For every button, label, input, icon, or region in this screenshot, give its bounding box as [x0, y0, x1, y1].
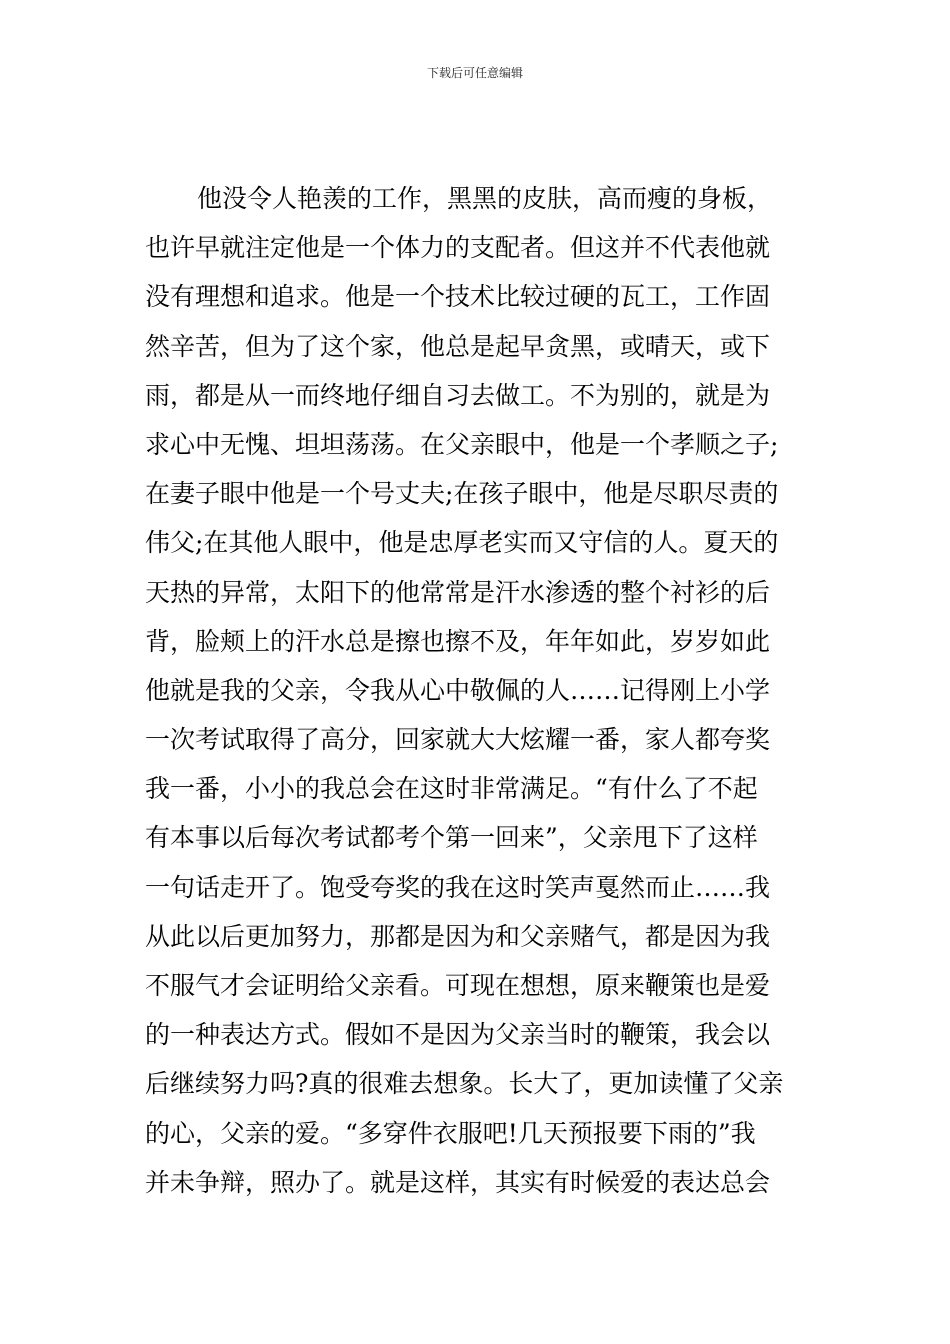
- text-line-8: 伟父;在其他人眼中，他是忠厚老实而又守信的人。夏天的: [145, 528, 779, 558]
- text-line-4: 然辛苦，但为了这个家，他总是起早贪黑，或晴天，或下: [145, 331, 771, 361]
- text-line-6: 求心中无愧、坦坦荡荡。在父亲眼中，他是一个孝顺之子;: [145, 429, 779, 459]
- text-line-16: 从此以后更加努力，那都是因为和父亲赌气，都是因为我: [145, 921, 771, 951]
- text-line-2: 也许早就注定他是一个体力的支配者。但这并不代表他就: [145, 233, 771, 263]
- text-line-1: 他没令人艳羡的工作，黑黑的皮肤，高而瘦的身板，: [197, 184, 773, 213]
- text-line-10: 背，脸颊上的汗水总是擦也擦不及，年年如此，岁岁如此: [145, 626, 771, 656]
- text-line-13: 我一番，小小的我总会在这时非常满足。“有什么了不起: [145, 774, 758, 804]
- text-line-12: 一次考试取得了高分，回家就大大炫耀一番，家人都夸奖: [145, 725, 771, 755]
- text-line-7: 在妻子眼中他是一个号丈夫;在孩子眼中，他是尽职尽责的: [145, 479, 779, 509]
- text-line-14: 有本事以后每次考试都考个第一回来”，父亲甩下了这样: [145, 823, 758, 853]
- text-line-15: 一句话走开了。饱受夸奖的我在这时笑声戛然而止……我: [145, 872, 771, 902]
- text-line-11: 他就是我的父亲，令我从心中敬佩的人……记得刚上小学: [145, 675, 771, 705]
- text-line-3: 没有理想和追求。他是一个技术比较过硬的瓦工，工作固: [145, 282, 771, 312]
- text-line-17: 不服气才会证明给父亲看。可现在想想，原来鞭策也是爱: [145, 971, 771, 1000]
- text-line-20: 的心，父亲的爱。“多穿件衣服吧!几天预报要下雨的”我: [145, 1118, 756, 1148]
- text-line-9: 天热的异常，太阳下的他常常是汗水渗透的整个衬衫的后: [145, 577, 771, 607]
- text-line-19: 后继续努力吗?真的很难去想象。长大了，更加读懂了父亲: [145, 1069, 784, 1099]
- text-line-18: 的一种表达方式。假如不是因为父亲当时的鞭策，我会以: [145, 1020, 771, 1050]
- text-line-21: 并未争辩，照办了。就是这样，其实有时候爱的表达总会: [145, 1167, 771, 1197]
- page-header: 下载后可任意编辑: [426, 66, 523, 80]
- text-line-5: 雨，都是从一而终地仔细自习去做工。不为别的，就是为: [145, 380, 771, 410]
- document-body: [145, 174, 810, 1207]
